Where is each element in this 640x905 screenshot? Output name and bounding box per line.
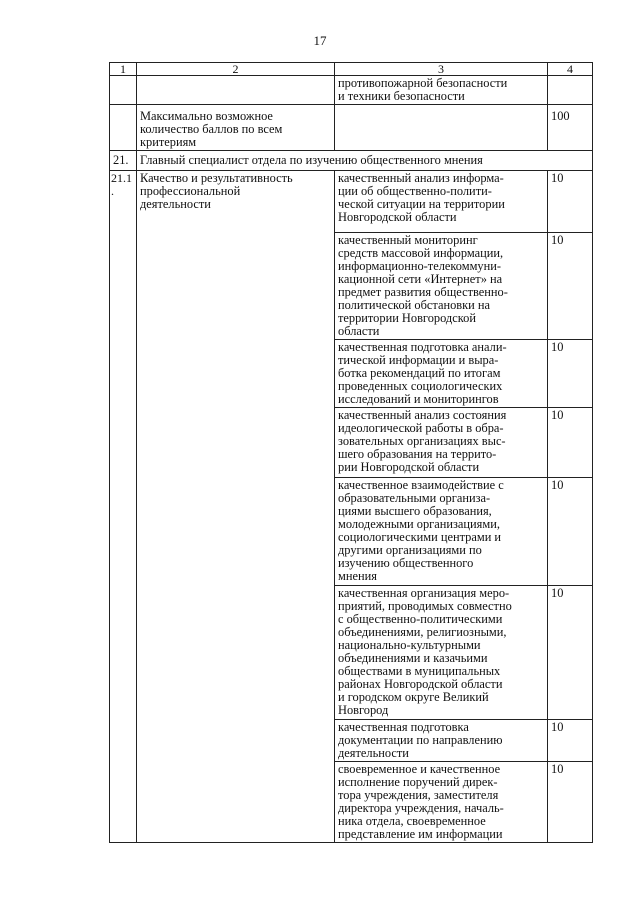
criterion-text: качественное взаимодействие с образовательными организа- циями высшего образования, молодежными организациями, социологическими центрами и другими организациями по изучению общественного мнения [335,478,548,586]
criterion-text: своевременное и качественное исполнение поручений дирек- тора учреждения, заместителя директора учреждения, началь- ника отдела, своевременное представление им информации [335,762,548,843]
max-score-label: Максимально возможное количество баллов по всем критериям [137,105,335,151]
max-score-value: 100 [548,105,593,151]
empty-cell [110,76,137,105]
criterion-text: качественная организация меро- приятий, проводимых совместно с общественно-политическими объединениями, религиозными, национально-культурными объединениями и казачьими обществами в муниципальных районах Новгородской области и городском округе Великий Новгород [335,586,548,720]
criterion-score: 10 [548,586,593,720]
page-number: 17 [313,33,327,48]
subsection-title: Качество и результативность профессиональной деятельности [137,171,335,843]
section-row [110,151,593,171]
criterion-text: противопожарной безопасности и техники безопасности [335,76,548,105]
max-score-row [110,105,593,151]
section-title: Главный специалист отдела по изучению общественного мнения [137,151,593,171]
criterion-score: 10 [548,233,593,340]
criterion-text: качественный анализ информа- ции об общественно-полити- ческой ситуации на территории Новгородской области [335,171,548,233]
header-cell-4: 4 [548,63,593,76]
criterion-score: 10 [548,340,593,408]
criterion-score: 10 [548,171,593,233]
table-header-row [110,63,593,76]
section-number: 21. [110,151,137,171]
empty-cell [548,76,593,105]
criterion-score: 10 [548,408,593,478]
criterion-text: качественный анализ состояния идеологической работы в обра- зовательных организациях выс- шего образования на террито- рии Новгородской области [335,408,548,478]
empty-cell [137,76,335,105]
criteria-table [109,62,593,843]
criterion-text: качественная подготовка анали- тической информации и выра- ботка рекомендаций по итогам проведенных социологических исследований и мониторингов [335,340,548,408]
continuation-row [110,76,593,105]
criterion-score: 10 [548,720,593,762]
criterion-text: качественная подготовка документации по направлению деятельности [335,720,548,762]
header-cell-1: 1 [110,63,137,76]
empty-cell [335,105,548,151]
subsection-number: 21.1. [110,171,137,843]
criterion-text: качественный мониторинг средств массовой информации, информационно-телекоммуни- кационной сети «Интернет» на предмет развития общественно- политической обстановки на территории Новгородской области [335,233,548,340]
criterion-score: 10 [548,762,593,843]
criterion-row [110,171,593,233]
header-cell-3: 3 [335,63,548,76]
header-cell-2: 2 [137,63,335,76]
empty-cell [110,105,137,151]
criterion-score: 10 [548,478,593,586]
